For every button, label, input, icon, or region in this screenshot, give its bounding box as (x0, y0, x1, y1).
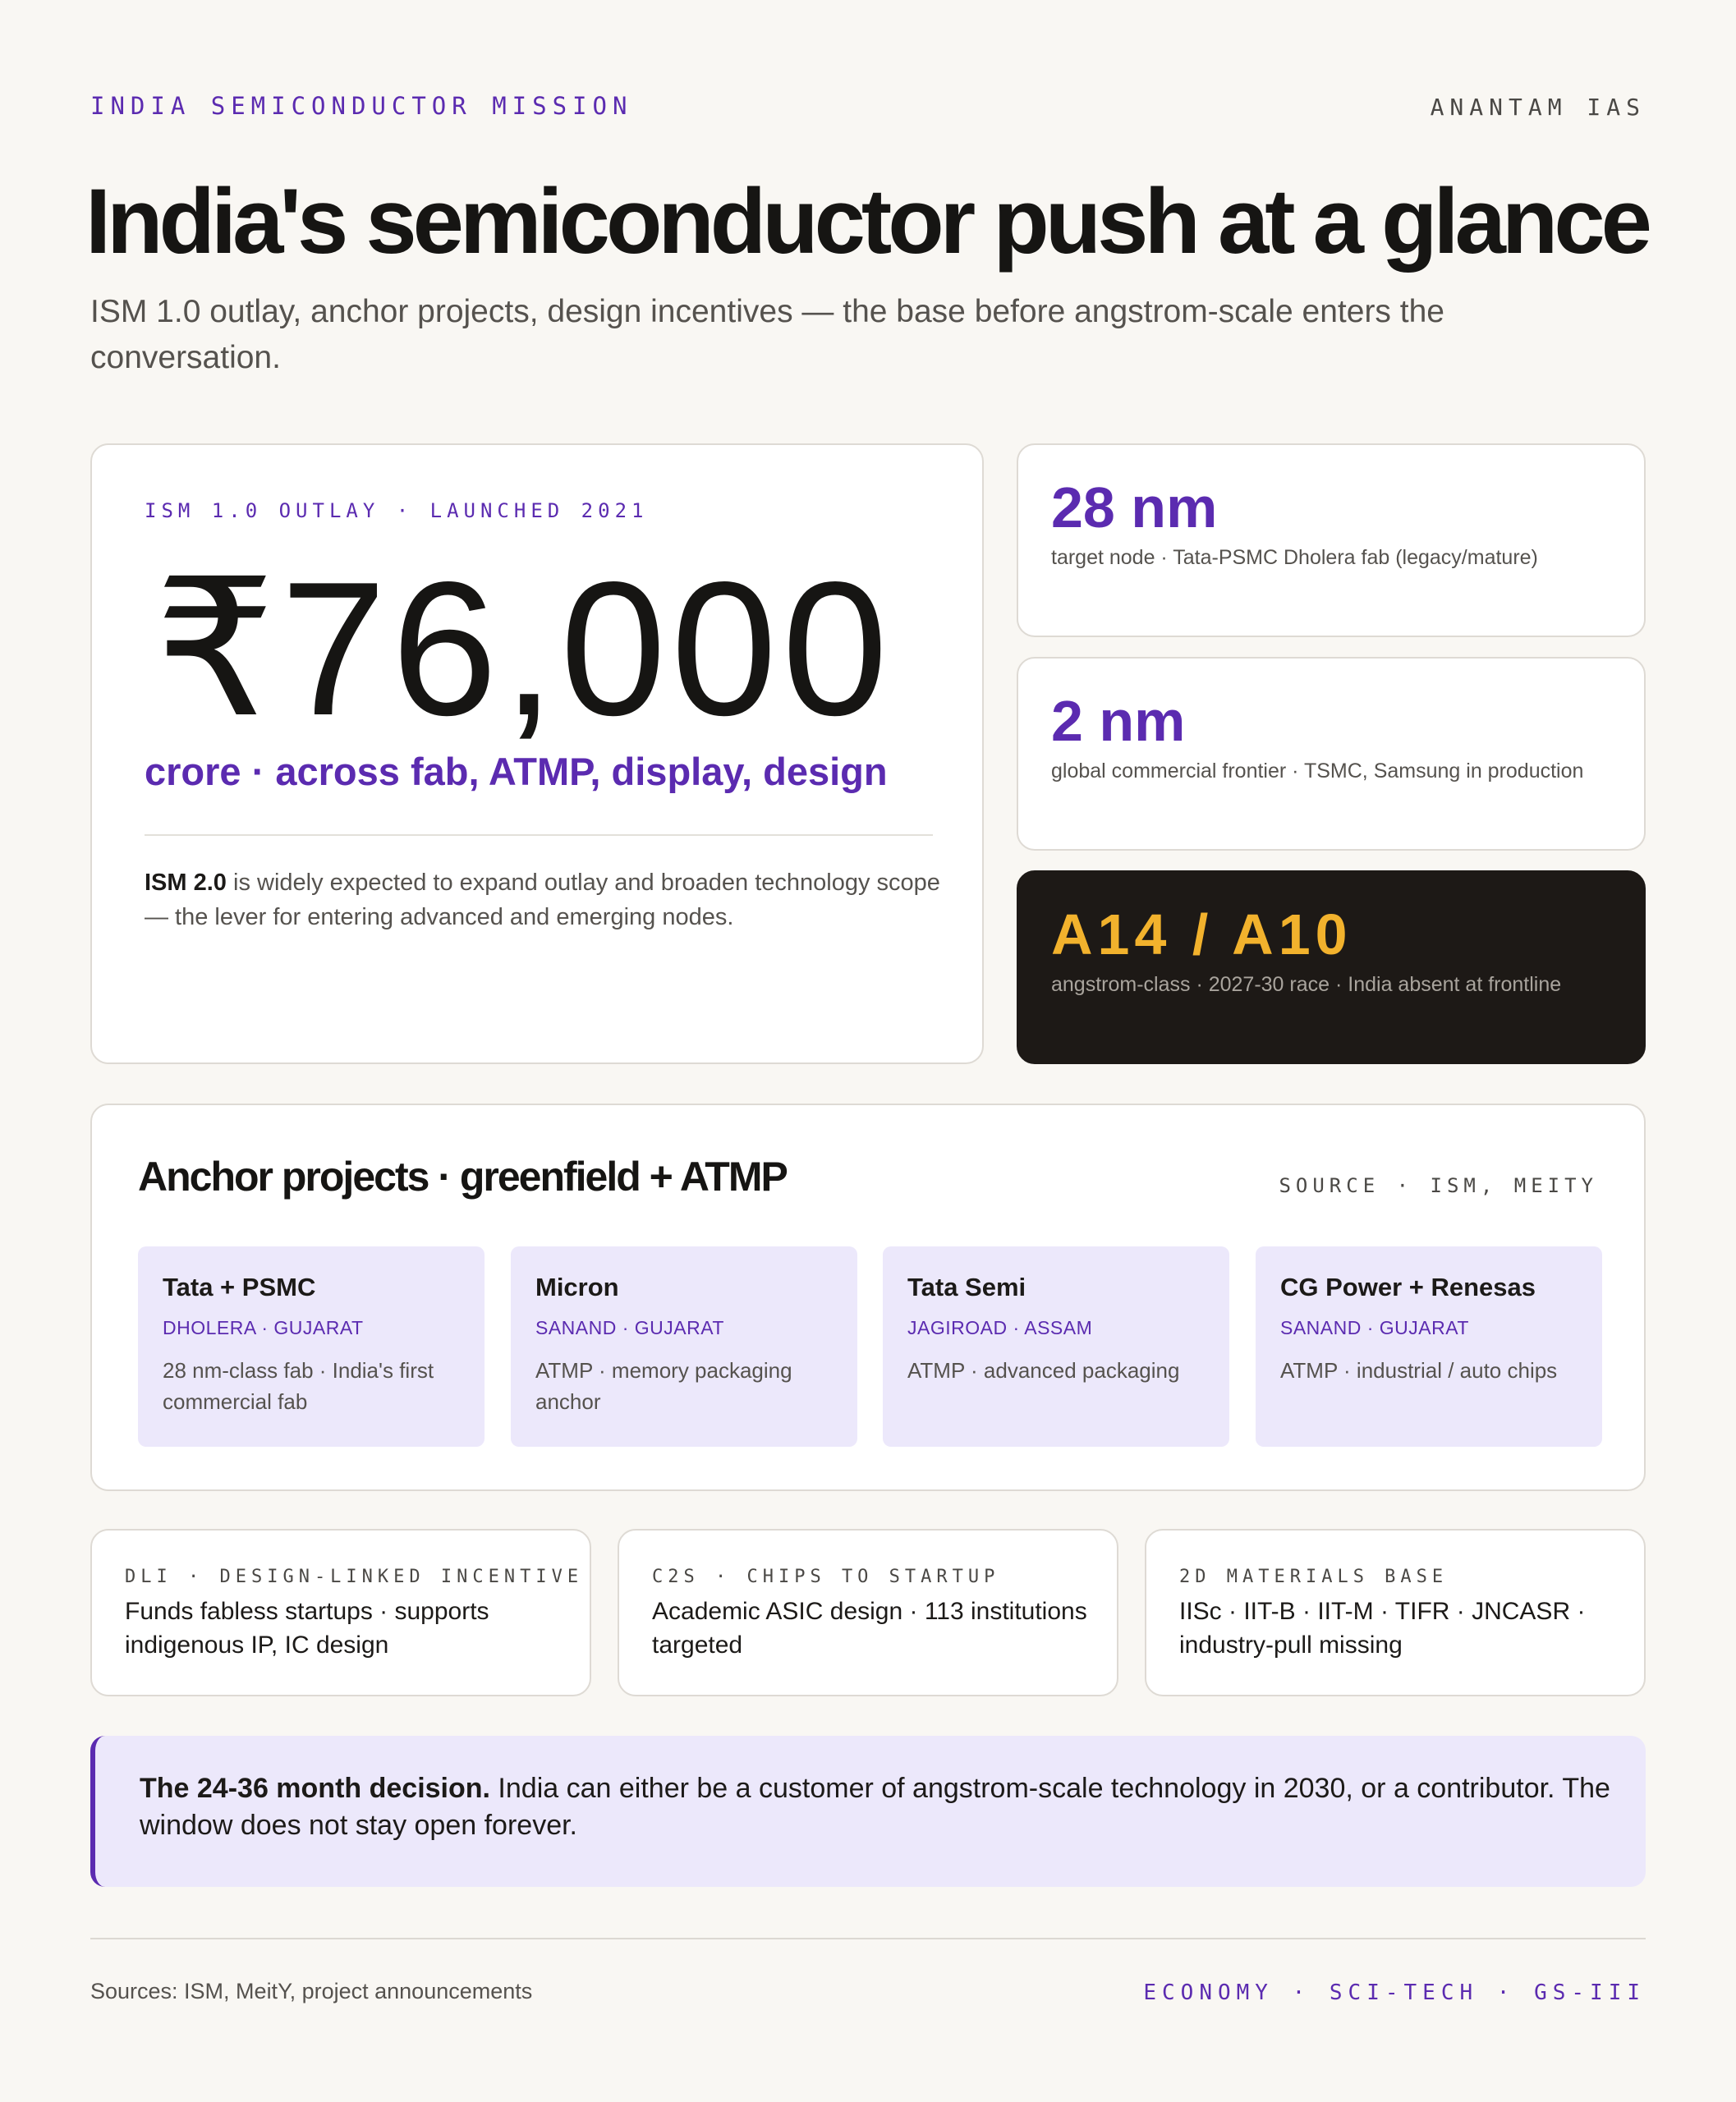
callout-rest: India can either be a customer of angstrom-scale technology in 2030, or a contributor. The window does not stay open forever. (140, 1773, 1610, 1841)
project-name: Tata Semi (907, 1273, 1026, 1301)
divider (145, 834, 933, 836)
programme-card-2d-materials (1145, 1529, 1646, 1696)
stat-card-28nm (1017, 443, 1646, 637)
outlay-note (145, 865, 949, 934)
stat-value: 2 nm (1051, 689, 1186, 753)
project-card-tata-semi (883, 1246, 1229, 1447)
project-location: DHOLERA · GUJARAT (163, 1317, 364, 1338)
programme-desc: Funds fabless startups · supports indigenous IP, IC design (125, 1598, 489, 1659)
outlay-card (90, 443, 984, 1064)
project-location: JAGIROAD · ASSAM (907, 1317, 1093, 1338)
programme-label: DLI · DESIGN-LINKED INCENTIVE (125, 1567, 584, 1587)
project-location: SANAND · GUJARAT (535, 1317, 724, 1338)
programme-card-c2s (618, 1529, 1118, 1696)
anchor-title: Anchor projects · greenfield + ATMP (138, 1154, 787, 1200)
project-card-tata-psmc (138, 1246, 485, 1447)
project-desc: 28 nm-class fab · India's first commercial fab (163, 1358, 434, 1414)
project-desc: ATMP · advanced packaging (907, 1358, 1180, 1383)
outlay-note-text: is widely expected to expand outlay and broaden technology scope — the lever for entering advanced and emerging nodes. (145, 870, 940, 930)
project-card-cg-power (1256, 1246, 1602, 1447)
footer-sources: Sources: ISM, MeitY, project announcements (90, 1979, 533, 2003)
decision-callout (90, 1736, 1646, 1887)
anchor-projects-card (90, 1104, 1646, 1491)
stat-desc: target node · Tata-PSMC Dholera fab (legacy/mature) (1051, 546, 1538, 569)
stat-card-angstrom (1017, 870, 1646, 1064)
project-name: Tata + PSMC (163, 1273, 316, 1301)
eyebrow: INDIA SEMICONDUCTOR MISSION (90, 92, 633, 120)
stat-card-2nm (1017, 657, 1646, 851)
footer-tags: ECONOMY · SCI-TECH · GS-III (1143, 1980, 1646, 2005)
stat-desc: angstrom-class · 2027-30 race · India absent at frontline (1051, 973, 1562, 996)
programme-desc: Academic ASIC design · 113 institutions targeted (652, 1598, 1087, 1659)
project-card-micron (511, 1246, 857, 1447)
outlay-label: ISM 1.0 OUTLAY · LAUNCHED 2021 (145, 499, 649, 522)
project-location: SANAND · GUJARAT (1280, 1317, 1469, 1338)
stat-value: A14 / A10 (1051, 902, 1353, 966)
callout-text (140, 1770, 1618, 1844)
anchor-source: SOURCE · ISM, MEITY (1279, 1174, 1598, 1197)
stat-desc: global commercial frontier · TSMC, Samsung in production (1051, 760, 1584, 783)
page-subtitle: ISM 1.0 outlay, anchor projects, design incentives — the base before angstrom-scale enters the conversation. (90, 294, 1444, 375)
project-name: Micron (535, 1273, 619, 1301)
outlay-unit: crore · across fab, ATMP, display, design (145, 750, 888, 793)
programme-desc: IISc · IIT-B · IIT-M · TIFR · JNCASR · industry-pull missing (1179, 1598, 1586, 1659)
programme-label: C2S · CHIPS TO STARTUP (652, 1567, 1000, 1587)
callout-bold: The 24-36 month decision. (140, 1773, 490, 1804)
brand-name: ANANTAM IAS (1430, 94, 1646, 121)
programme-card-dli (90, 1529, 591, 1696)
stat-value: 28 nm (1051, 475, 1218, 539)
programme-label: 2D MATERIALS BASE (1179, 1567, 1449, 1587)
project-desc: ATMP · memory packaging anchor (535, 1358, 792, 1414)
project-desc: ATMP · industrial / auto chips (1280, 1358, 1558, 1383)
page-title: India's semiconductor push at a glance (85, 170, 1648, 273)
project-name: CG Power + Renesas (1280, 1273, 1536, 1301)
outlay-note-bold: ISM 2.0 (145, 870, 227, 896)
footer-divider (90, 1938, 1646, 1939)
outlay-amount: ₹76,000 (154, 543, 893, 755)
